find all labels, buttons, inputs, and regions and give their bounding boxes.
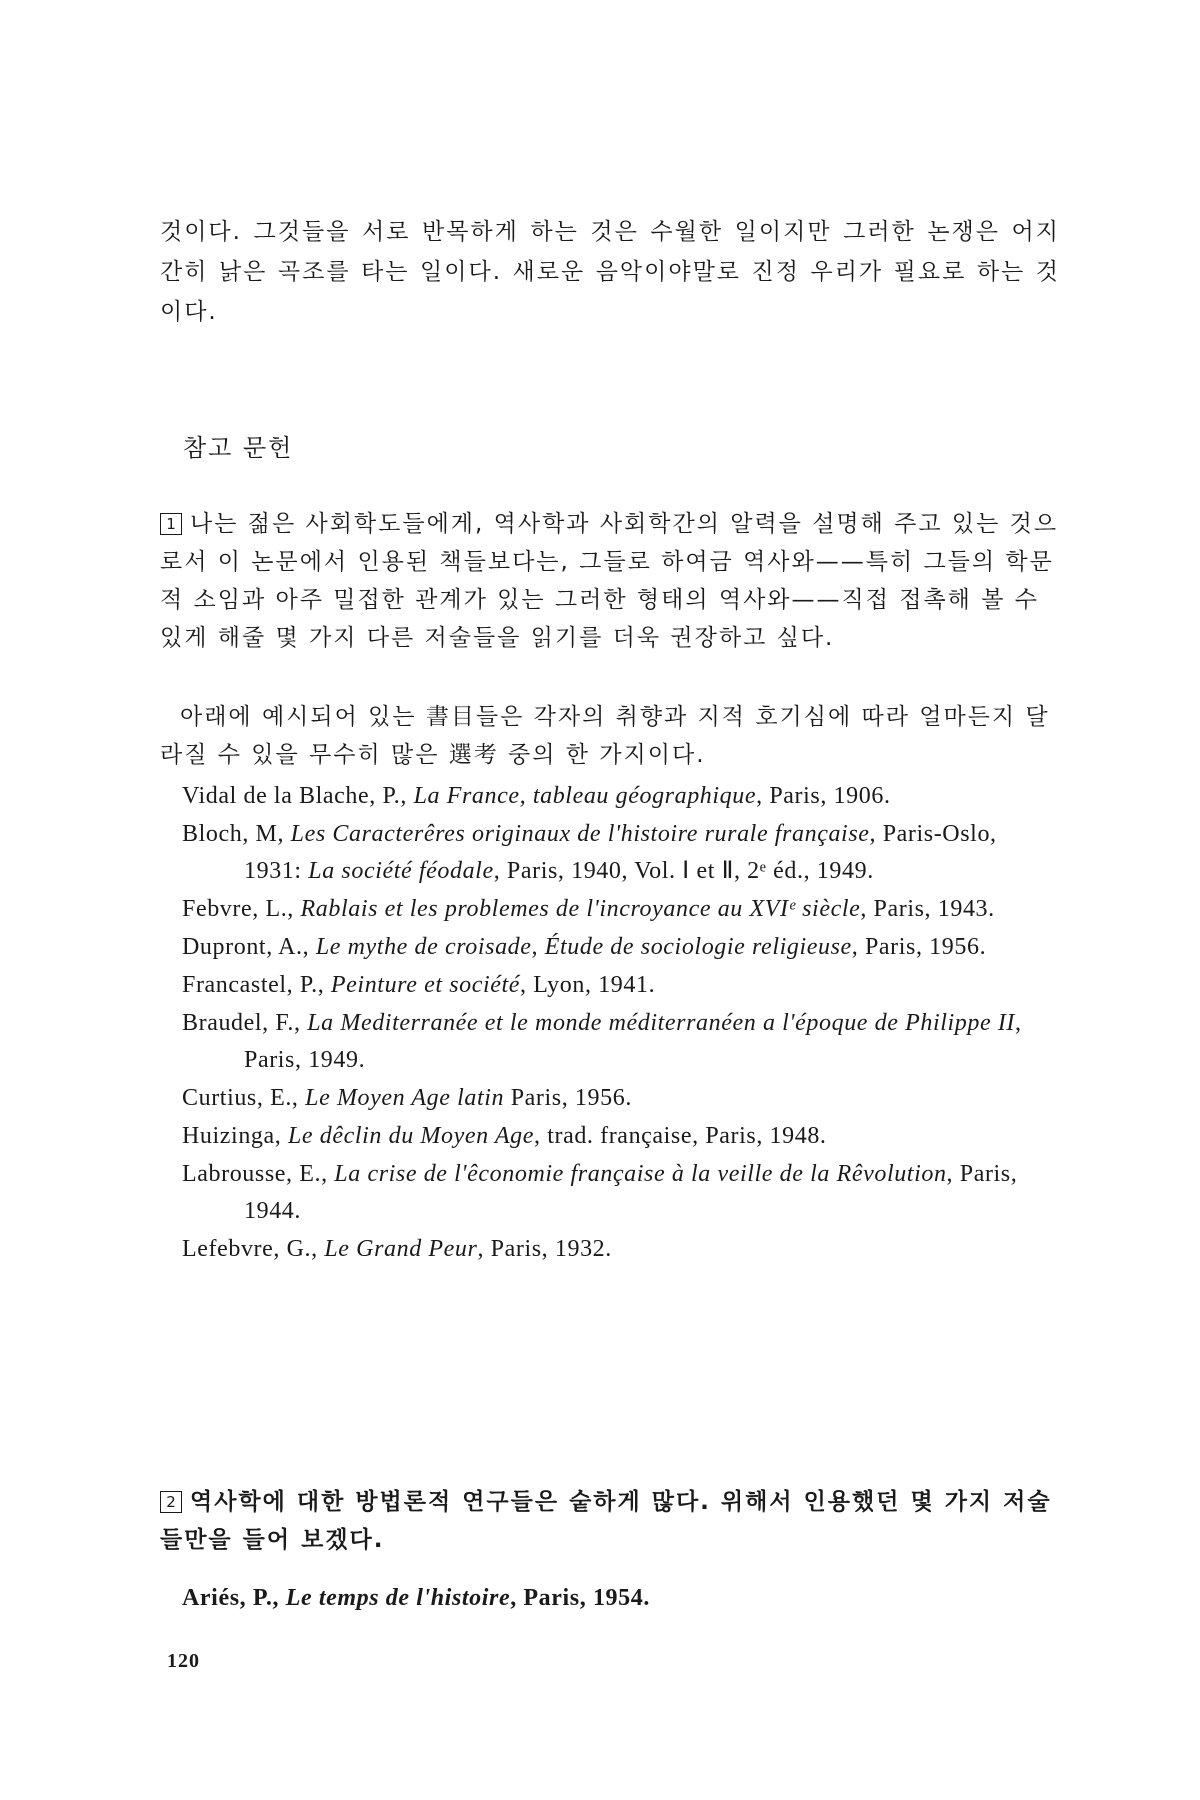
intro-paragraph: 것이다. 그것들을 서로 반목하게 하는 것은 수월한 일이지만 그러한 논쟁은 어지간히 낡은 곡조를 타는 일이다. 새로운 음악이야말로 진정 우리가 필요로 하는 것이다. xyxy=(160,219,1060,325)
footnote-2-text: 역사학에 대한 방법론적 연구들은 숱하게 많다. 위해서 인용했던 몇 가지 저술들만을 들어 보겠다. xyxy=(160,1489,1052,1553)
bib-entry: Dupront, A., Le mythe de croisade, Étude de sociologie religieuse, Paris, 1956. xyxy=(182,934,987,960)
bib-entry: Labrousse, E., La crise de l'êconomie française à la veille de la Rêvolution, Paris, 1944. xyxy=(182,1161,1018,1224)
bib-entry: Vidal de la Blache, P., La France, tableau géographique, Paris, 1906. xyxy=(182,783,891,809)
page-number: 120 xyxy=(167,1650,200,1672)
footnote-1 xyxy=(160,505,1060,657)
footnote-1-text: 나는 젊은 사회학도들에게, 역사학과 사회학간의 알력을 설명해 주고 있는 것으로서 이 논문에서 인용된 책들보다는, 그들로 하여금 역사와——특히 그들의 학문적 소임과 아주 밀접한 관계가 있는 그러한 형태의 역사와——직접 접촉해 볼 수 있게 해줄 몇 가지 다른 저술들을 읽기를 더욱 권장하고 싶다. xyxy=(160,511,1059,651)
bib-entry: Francastel, P., Peinture et société, Lyon, 1941. xyxy=(182,972,656,998)
bib-entry: Curtius, E., Le Moyen Age latin Paris, 1956. xyxy=(182,1085,632,1111)
footnote-1-subparagraph: 아래에 예시되어 있는 書目들은 각자의 취향과 지적 호기심에 따라 얼마든지 달라질 수 있을 무수히 많은 選考 중의 한 가지이다. xyxy=(160,704,1050,768)
footnote-marker-1: 1 xyxy=(160,513,182,535)
bib-entry: Braudel, F., La Mediterranée et le monde méditerranéen a l'époque de Philippe II, Paris, 1949. xyxy=(182,1010,1022,1073)
bibliography-list-2 xyxy=(182,1580,1042,1618)
bib-entry: Febvre, L., Rablais et les problemes de l'incroyance au XVIᵉ siècle, Paris, 1943. xyxy=(182,896,995,922)
bib-entry: Ariés, P., Le temps de l'histoire, Paris, 1954. xyxy=(182,1585,650,1611)
footnote-2 xyxy=(160,1483,1060,1559)
footnote-marker-2: 2 xyxy=(160,1491,182,1513)
section-heading: 참고 문헌 xyxy=(183,434,294,462)
bib-entry: Lefebvre, G., Le Grand Peur, Paris, 1932. xyxy=(182,1236,612,1262)
bib-entry: Huizinga, Le dêclin du Moyen Age, trad. française, Paris, 1948. xyxy=(182,1123,827,1149)
bib-entry: Bloch, M, Les Caracterêres originaux de l'histoire rurale française, Paris-Oslo, 1931: La société féodale, Paris, 1940, Vol. Ⅰ et Ⅱ, 2ᵉ éd., 1949. xyxy=(182,821,997,884)
bibliography-list-1 xyxy=(182,778,1042,1269)
